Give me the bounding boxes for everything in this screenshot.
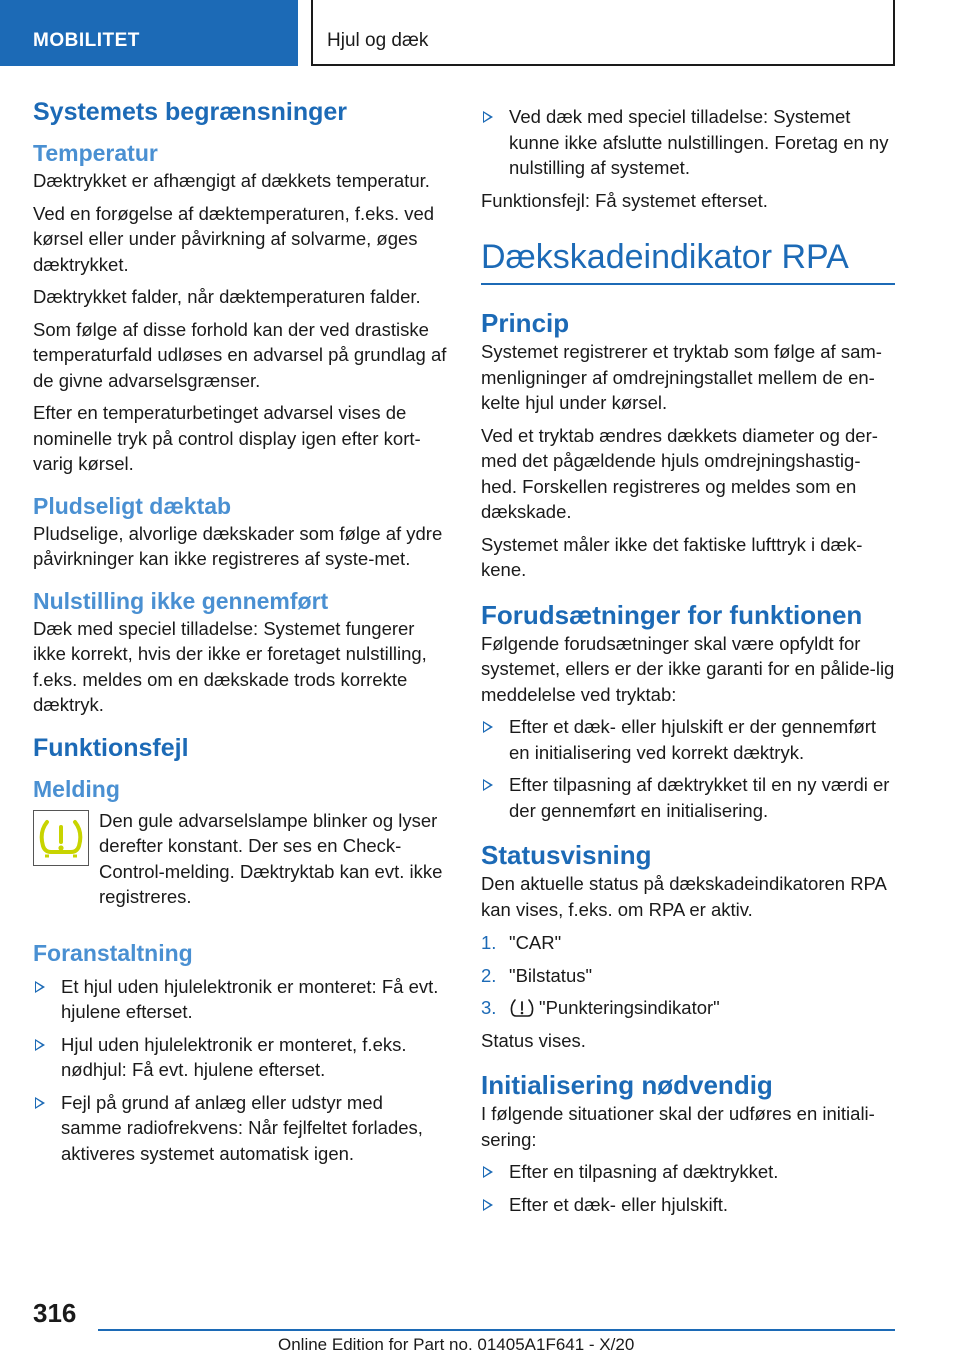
bullet-triangle-icon <box>35 981 45 993</box>
heading-nulstilling: Nulstilling ikke gennemført <box>33 587 329 614</box>
bullet-triangle-icon <box>483 1166 493 1178</box>
paragraph: Dæktrykket falder, når dæktemperaturen falder. <box>33 286 421 307</box>
paragraph: Pludselige, alvorlige dækskader som følge af ydre påvirkninger kan ikke registreres af syste-met. <box>33 522 443 569</box>
heading-pludseligt-daektab: Pludseligt dæktab <box>33 492 232 519</box>
paragraph: I følgende situationer skal der udføres en initiali-sering: <box>481 1103 875 1150</box>
bullet-triangle-icon <box>483 111 493 123</box>
statusvisning-steps <box>481 930 895 1021</box>
continued-list <box>481 104 895 181</box>
paragraph: Status vises. <box>481 1029 586 1051</box>
paragraph: Efter en temperaturbetinget advarsel vises de nominelle tryk på control display igen efter kort-varig kørsel. <box>33 402 421 474</box>
heading-daekskadeindikator: Dækskadeindikator RPA <box>481 238 849 276</box>
bullet-triangle-icon <box>483 779 493 791</box>
list-item: 2. "Bilstatus" <box>481 964 593 986</box>
section-tab: MOBILITET <box>0 0 298 66</box>
heading-temperatur: Temperatur <box>33 140 158 166</box>
paragraph: Systemet registrerer et tryktab som følge af sam-menligninger af omdrejningstallet mellem de en-kelte hjul under kørsel. <box>481 341 882 413</box>
bullet-triangle-icon <box>35 1097 45 1109</box>
list-item: 1. "CAR" <box>481 932 562 953</box>
list-item: Hjul uden hjulelektronik er monteret, f.eks. nødhjul: Få evt. hjulene efterset. <box>33 1032 447 1083</box>
paragraph: Ved et tryktab ændres dækkets diameter og der-med det pågældende hjuls omdrejningshastig-hed. Forskellen registreres og meldes som en dækskade. <box>481 424 878 522</box>
heading-funktionsfejl: Funktionsfejl <box>33 733 189 762</box>
heading-rule <box>481 283 895 285</box>
paragraph: Ved en forøgelse af dæktemperaturen, f.eks. ved kørsel eller under påvirkning af solvarme, øges dæktrykket. <box>33 202 435 275</box>
footer-edition: Online Edition for Part no. 01405A1F641 - X/20 <box>278 1335 635 1354</box>
paragraph: Funktionsfejl: Få systemet efterset. <box>481 189 768 211</box>
heading-princip: Princip <box>481 308 570 338</box>
initialisering-list <box>481 1159 895 1217</box>
bullet-triangle-icon <box>483 721 493 733</box>
list-item: 3. "Punkteringsindikator" <box>481 997 720 1018</box>
list-item: Efter tilpasning af dæktrykket til en ny værdi er der gennemført en initialisering. <box>481 772 895 823</box>
forudsaetninger-list <box>481 714 895 823</box>
foranstaltning-list <box>33 974 447 1167</box>
tire-pressure-warning-icon <box>33 810 89 866</box>
warning-row <box>33 808 447 910</box>
footer-rule <box>98 1329 895 1331</box>
chapter-title: Hjul og dæk <box>311 0 895 66</box>
heading-statusvisning: Statusvisning <box>481 840 652 870</box>
tire-puncture-icon <box>509 998 535 1018</box>
list-item: Fejl på grund af anlæg eller udstyr med samme radiofrekvens: Når fejlfeltet forlades, aktiveres systemet automatisk igen. <box>33 1090 447 1167</box>
paragraph: Den aktuelle status på dækskadeindikatoren RPA kan vises, f.eks. om RPA er aktiv. <box>481 873 886 920</box>
list-item: Ved dæk med speciel tilladelse: Systemet kunne ikke afslutte nulstillingen. Foretag en ny nulstilling af systemet. <box>481 104 895 181</box>
heading-foranstaltning: Foranstaltning <box>33 939 193 966</box>
page-number: 316 <box>33 1298 77 1328</box>
paragraph: Som følge af disse forhold kan der ved drastiske temperaturfald udløses en advarsel på grundlag af de givne advarselsgrænser. <box>33 318 447 391</box>
paragraph: Dæk med speciel tilladelse: Systemet fungerer ikke korrekt, hvis der ikke er foretaget nulstilling, f.eks. meldes om en dækskade trods korrekte dæktryk. <box>33 617 427 715</box>
paragraph: Systemet måler ikke det faktiske lufttryk i dæk-kene. <box>481 533 863 580</box>
list-item: Et hjul uden hjulelektronik er monteret: Få evt. hjulene efterset. <box>33 974 447 1025</box>
list-item: Efter et dæk- eller hjulskift. <box>481 1192 895 1218</box>
list-item: Efter et dæk- eller hjulskift er der gennemført en initialisering ved korrekt dæktryk. <box>481 714 895 765</box>
paragraph: Dæktrykket er afhængigt af dækkets temperatur. <box>33 170 430 191</box>
heading-forudsaetninger: Forudsætninger for funktionen <box>481 599 863 630</box>
paragraph: Følgende forudsætninger skal være opfyldt for systemet, ellers er der ikke garanti for en pålide-lig meddelelse ved tryktab: <box>481 632 895 705</box>
heading-melding: Melding <box>33 775 120 802</box>
heading-initialisering: Initialisering nødvendig <box>481 1070 773 1100</box>
right-column <box>481 104 895 1224</box>
bullet-triangle-icon <box>35 1039 45 1051</box>
bullet-triangle-icon <box>483 1199 493 1211</box>
page-header <box>0 0 960 66</box>
list-item: Efter en tilpasning af dæktrykket. <box>481 1159 895 1185</box>
left-column <box>33 96 447 1173</box>
warning-text: Den gule advarselslampe blinker og lyser derefter konstant. Der ses en Check-Control-melding. Dæktryktab kan evt. ikke registreres. <box>99 809 443 907</box>
heading-systemets-begraensninger: Systemets begrænsninger <box>33 98 347 126</box>
